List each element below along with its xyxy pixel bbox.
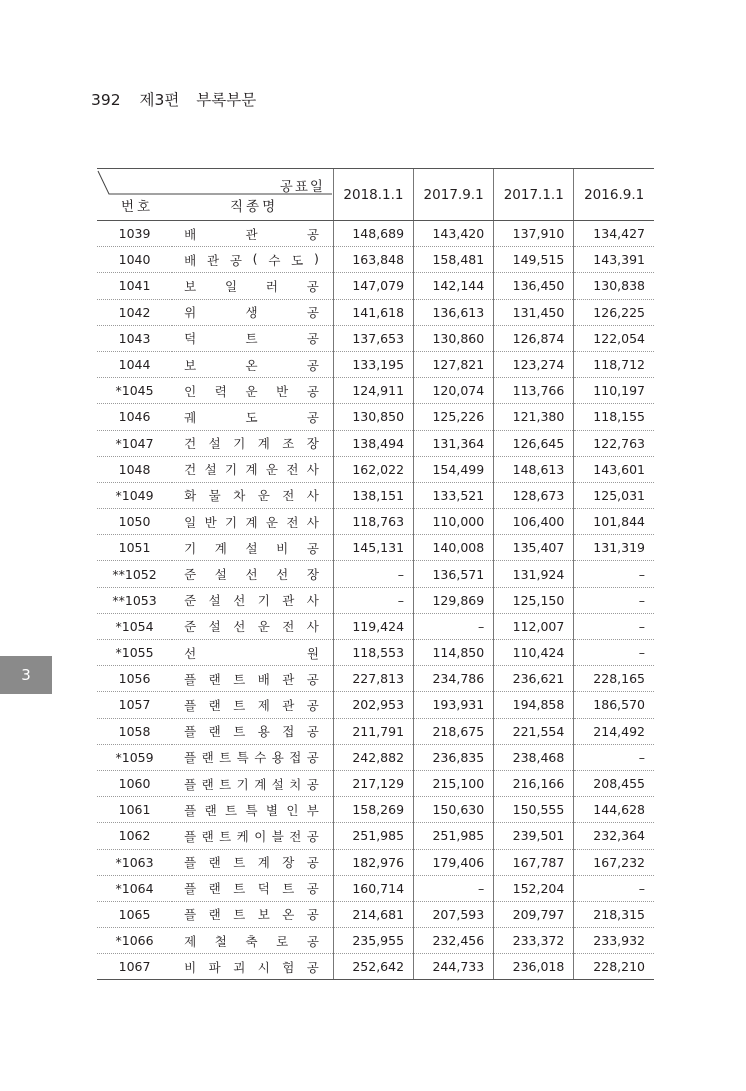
job-number-cell: *1063 <box>97 849 172 875</box>
job-number-cell: 1040 <box>97 247 172 273</box>
wage-value-cell: 234,786 <box>414 666 494 692</box>
job-number-cell: *1064 <box>97 875 172 901</box>
header-date-2: 2017.1.1 <box>494 169 574 221</box>
wage-value-cell: 130,850 <box>333 404 413 430</box>
chapter-side-tab-label: 3 <box>21 666 31 684</box>
wage-value-cell: 148,613 <box>494 456 574 482</box>
job-name-cell <box>172 770 333 796</box>
job-number-cell: 1051 <box>97 535 172 561</box>
job-number-cell: *1054 <box>97 613 172 639</box>
wage-value-cell: 160,714 <box>333 875 413 901</box>
job-name-cell <box>172 797 333 823</box>
wage-value-cell: – <box>574 613 654 639</box>
job-name: 궤 도 공 <box>184 409 319 425</box>
wage-value-cell: 145,131 <box>333 535 413 561</box>
job-name-cell <box>172 875 333 901</box>
wage-value-cell: 110,000 <box>414 509 494 535</box>
job-name: 준 설 선 선 장 <box>184 567 319 583</box>
wage-value-cell: 138,151 <box>333 482 413 508</box>
wage-value-cell: 202,953 <box>333 692 413 718</box>
wage-value-cell: 131,450 <box>494 299 574 325</box>
page-number: 392 <box>91 91 121 109</box>
table-row <box>97 273 654 299</box>
job-name-cell <box>172 247 333 273</box>
wage-value-cell: 218,315 <box>574 901 654 927</box>
table-row <box>97 849 654 875</box>
wage-value-cell: 147,079 <box>333 273 413 299</box>
job-name: 플 랜 트 계 장 공 <box>184 855 319 871</box>
wage-value-cell: 130,860 <box>414 325 494 351</box>
wage-value-cell: 149,515 <box>494 247 574 273</box>
job-name: 플 랜 트 배 관 공 <box>184 671 319 687</box>
wage-value-cell: 252,642 <box>333 954 413 980</box>
wage-value-cell: 244,733 <box>414 954 494 980</box>
wage-value-cell: 118,763 <box>333 509 413 535</box>
wage-value-cell: 126,645 <box>494 430 574 456</box>
wage-value-cell: 162,022 <box>333 456 413 482</box>
job-number-cell: 1050 <box>97 509 172 535</box>
wage-value-cell: 122,054 <box>574 325 654 351</box>
header-date-3: 2016.9.1 <box>574 169 654 221</box>
table-row <box>97 325 654 351</box>
wage-value-cell: 217,129 <box>333 770 413 796</box>
wage-value-cell: 143,420 <box>414 221 494 247</box>
wage-value-cell: 118,155 <box>574 404 654 430</box>
table-row <box>97 954 654 980</box>
wage-value-cell: 129,869 <box>414 587 494 613</box>
job-name-cell <box>172 273 333 299</box>
job-name-cell <box>172 744 333 770</box>
job-name: 플 랜 트 특 수 용 접 공 <box>184 750 319 766</box>
table-row <box>97 509 654 535</box>
wage-value-cell: 144,628 <box>574 797 654 823</box>
job-name-cell <box>172 692 333 718</box>
wage-value-cell: 131,319 <box>574 535 654 561</box>
job-name-cell <box>172 404 333 430</box>
job-name-cell <box>172 849 333 875</box>
wage-value-cell: 186,570 <box>574 692 654 718</box>
chapter-side-tab <box>0 656 52 694</box>
job-name: 보 일 러 공 <box>184 278 319 294</box>
wage-value-cell: 112,007 <box>494 613 574 639</box>
wage-value-cell: – <box>414 875 494 901</box>
wage-value-cell: 216,166 <box>494 770 574 796</box>
table-row <box>97 666 654 692</box>
job-name: 준 설 선 기 관 사 <box>184 593 319 609</box>
wage-value-cell: 221,554 <box>494 718 574 744</box>
wage-value-cell: 167,787 <box>494 849 574 875</box>
job-number-cell: 1048 <box>97 456 172 482</box>
wage-value-cell: 228,165 <box>574 666 654 692</box>
table-body <box>97 221 654 980</box>
wage-value-cell: 143,391 <box>574 247 654 273</box>
wage-value-cell: 127,821 <box>414 351 494 377</box>
wage-value-cell: 152,204 <box>494 875 574 901</box>
job-name-cell <box>172 901 333 927</box>
wage-value-cell: 136,571 <box>414 561 494 587</box>
wage-value-cell: 126,874 <box>494 325 574 351</box>
wage-value-cell: 135,407 <box>494 535 574 561</box>
wage-value-cell: 106,400 <box>494 509 574 535</box>
wage-value-cell: 110,197 <box>574 378 654 404</box>
wage-value-cell: 232,364 <box>574 823 654 849</box>
wage-value-cell: – <box>414 613 494 639</box>
wage-value-cell: 163,848 <box>333 247 413 273</box>
wage-value-cell: 251,985 <box>414 823 494 849</box>
job-name: 기 계 설 비 공 <box>184 540 319 556</box>
job-number-cell: 1057 <box>97 692 172 718</box>
wage-value-cell: 232,456 <box>414 928 494 954</box>
wage-value-cell: – <box>333 561 413 587</box>
wage-value-cell: 110,424 <box>494 640 574 666</box>
wage-value-cell: 238,468 <box>494 744 574 770</box>
table-row <box>97 299 654 325</box>
wage-value-cell: 123,274 <box>494 351 574 377</box>
wage-value-cell: 208,455 <box>574 770 654 796</box>
wage-value-cell: 121,380 <box>494 404 574 430</box>
wage-value-cell: 211,791 <box>333 718 413 744</box>
job-number-cell: *1055 <box>97 640 172 666</box>
table-row <box>97 430 654 456</box>
wage-value-cell: 236,621 <box>494 666 574 692</box>
job-name-cell <box>172 456 333 482</box>
wage-value-cell: – <box>574 561 654 587</box>
table-row <box>97 351 654 377</box>
job-number-cell: 1065 <box>97 901 172 927</box>
wage-value-cell: 142,144 <box>414 273 494 299</box>
wage-value-cell: – <box>574 587 654 613</box>
wage-value-cell: 134,427 <box>574 221 654 247</box>
job-name-cell <box>172 561 333 587</box>
job-name-cell <box>172 640 333 666</box>
job-number-cell: *1059 <box>97 744 172 770</box>
job-name: 건 설 기 계 조 장 <box>184 436 319 452</box>
wage-value-cell: 218,675 <box>414 718 494 744</box>
wage-value-cell: – <box>333 587 413 613</box>
wage-value-cell: 140,008 <box>414 535 494 561</box>
wage-value-cell: 207,593 <box>414 901 494 927</box>
wage-value-cell: 125,226 <box>414 404 494 430</box>
job-name: 플 랜 트 케 이 블 전 공 <box>184 828 319 844</box>
table-row <box>97 928 654 954</box>
job-name-cell <box>172 378 333 404</box>
job-name-cell <box>172 221 333 247</box>
section-title: 부록부문 <box>196 91 257 109</box>
job-name: 위 생 공 <box>184 305 319 321</box>
wage-value-cell: 179,406 <box>414 849 494 875</box>
table-row <box>97 823 654 849</box>
table-row <box>97 482 654 508</box>
wage-value-cell: 136,613 <box>414 299 494 325</box>
wage-value-cell: 137,910 <box>494 221 574 247</box>
wage-value-cell: 118,553 <box>333 640 413 666</box>
wage-value-cell: 131,364 <box>414 430 494 456</box>
job-name: 제 철 축 로 공 <box>184 933 319 949</box>
wage-value-cell: 227,813 <box>333 666 413 692</box>
job-number-cell: **1052 <box>97 561 172 587</box>
wage-value-cell: 125,031 <box>574 482 654 508</box>
wage-value-cell: 236,018 <box>494 954 574 980</box>
wage-value-cell: 167,232 <box>574 849 654 875</box>
wage-value-cell: 194,858 <box>494 692 574 718</box>
table-row <box>97 797 654 823</box>
wage-value-cell: 236,835 <box>414 744 494 770</box>
job-number-cell: 1058 <box>97 718 172 744</box>
job-number-cell: 1042 <box>97 299 172 325</box>
job-number-cell: *1049 <box>97 482 172 508</box>
job-name: 배 관 공 ( 수 도 ) <box>184 250 319 268</box>
wage-value-cell: 125,150 <box>494 587 574 613</box>
wage-value-cell: 251,985 <box>333 823 413 849</box>
job-number-cell: 1043 <box>97 325 172 351</box>
wage-value-cell: 141,618 <box>333 299 413 325</box>
job-name-cell <box>172 587 333 613</box>
job-number-cell: 1062 <box>97 823 172 849</box>
header-number-label: 번호 <box>121 199 154 215</box>
job-name-cell <box>172 430 333 456</box>
job-name: 비 파 괴 시 험 공 <box>184 959 319 975</box>
job-name: 플 랜 트 보 온 공 <box>184 907 319 923</box>
wage-value-cell: 148,689 <box>333 221 413 247</box>
wage-value-cell: 113,766 <box>494 378 574 404</box>
job-name: 인 력 운 반 공 <box>184 383 319 399</box>
job-name: 플 랜 트 특 별 인 부 <box>184 802 319 818</box>
job-name-cell <box>172 351 333 377</box>
job-name-cell <box>172 666 333 692</box>
job-number-cell: 1056 <box>97 666 172 692</box>
wage-value-cell: 138,494 <box>333 430 413 456</box>
wage-value-cell: 239,501 <box>494 823 574 849</box>
table-row <box>97 221 654 247</box>
job-number-cell: 1060 <box>97 770 172 796</box>
diagonal-header-cell <box>97 169 333 221</box>
page-header <box>91 88 256 110</box>
job-name: 플 랜 트 제 관 공 <box>184 697 319 713</box>
wage-value-cell: 133,521 <box>414 482 494 508</box>
wage-value-cell: 233,932 <box>574 928 654 954</box>
table-row <box>97 744 654 770</box>
job-name-cell <box>172 325 333 351</box>
header-date-label: 공표일 <box>279 179 325 195</box>
wage-value-cell: 130,838 <box>574 273 654 299</box>
wage-value-cell: 154,499 <box>414 456 494 482</box>
job-number-cell: 1061 <box>97 797 172 823</box>
wage-value-cell: – <box>574 875 654 901</box>
wage-value-cell: 119,424 <box>333 613 413 639</box>
job-number-cell: 1044 <box>97 351 172 377</box>
wage-value-cell: 235,955 <box>333 928 413 954</box>
wage-value-cell: 150,555 <box>494 797 574 823</box>
wage-value-cell: 228,210 <box>574 954 654 980</box>
job-name-cell <box>172 823 333 849</box>
table-row <box>97 535 654 561</box>
header-date-0: 2018.1.1 <box>333 169 413 221</box>
wage-value-cell: 101,844 <box>574 509 654 535</box>
job-name: 플 랜 트 기 계 설 치 공 <box>184 776 319 792</box>
job-number-cell: *1045 <box>97 378 172 404</box>
job-number-cell: 1046 <box>97 404 172 430</box>
wage-value-cell: 128,673 <box>494 482 574 508</box>
job-number-cell: 1041 <box>97 273 172 299</box>
wage-value-cell: 131,924 <box>494 561 574 587</box>
job-name-cell <box>172 954 333 980</box>
wage-value-cell: 126,225 <box>574 299 654 325</box>
table-row <box>97 561 654 587</box>
wage-value-cell: 143,601 <box>574 456 654 482</box>
job-name: 건 설 기 계 운 전 사 <box>184 462 319 478</box>
wage-value-cell: 233,372 <box>494 928 574 954</box>
wage-value-cell: – <box>574 744 654 770</box>
wage-value-cell: 182,976 <box>333 849 413 875</box>
part-title: 제3편 <box>139 91 180 109</box>
job-number-cell: *1047 <box>97 430 172 456</box>
table-row <box>97 875 654 901</box>
job-name-cell <box>172 718 333 744</box>
table-row <box>97 692 654 718</box>
job-number-cell: 1067 <box>97 954 172 980</box>
header-job-label: 직종명 <box>230 199 279 215</box>
job-name: 배 관 공 <box>184 226 319 242</box>
wage-value-cell: 150,630 <box>414 797 494 823</box>
wage-value-cell: 215,100 <box>414 770 494 796</box>
job-name-cell <box>172 928 333 954</box>
wage-value-cell: 122,763 <box>574 430 654 456</box>
job-name: 덕 트 공 <box>184 331 319 347</box>
table-row <box>97 901 654 927</box>
wage-value-cell: 114,850 <box>414 640 494 666</box>
table-row <box>97 587 654 613</box>
job-name: 플 랜 트 덕 트 공 <box>184 881 319 897</box>
wage-value-cell: 118,712 <box>574 351 654 377</box>
wage-value-cell: 158,481 <box>414 247 494 273</box>
wage-value-cell: 137,653 <box>333 325 413 351</box>
table-row <box>97 770 654 796</box>
job-name-cell <box>172 482 333 508</box>
wage-value-cell: 133,195 <box>333 351 413 377</box>
job-number-cell: *1066 <box>97 928 172 954</box>
wage-value-cell: – <box>574 640 654 666</box>
table-row <box>97 378 654 404</box>
table-row <box>97 613 654 639</box>
job-number-cell: **1053 <box>97 587 172 613</box>
wage-value-cell: 120,074 <box>414 378 494 404</box>
table-row <box>97 456 654 482</box>
table-row <box>97 640 654 666</box>
table-row <box>97 404 654 430</box>
header-date-1: 2017.9.1 <box>414 169 494 221</box>
job-name-cell <box>172 613 333 639</box>
table-row <box>97 247 654 273</box>
table-row <box>97 718 654 744</box>
job-name: 보 온 공 <box>184 357 319 373</box>
wage-value-cell: 209,797 <box>494 901 574 927</box>
job-name-cell <box>172 509 333 535</box>
job-name: 화 물 차 운 전 사 <box>184 488 319 504</box>
job-name: 준 설 선 운 전 사 <box>184 619 319 635</box>
job-name-cell <box>172 299 333 325</box>
wage-value-cell: 242,882 <box>333 744 413 770</box>
job-number-cell: 1039 <box>97 221 172 247</box>
job-name: 플 랜 트 용 접 공 <box>184 724 319 740</box>
wage-value-cell: 158,269 <box>333 797 413 823</box>
wage-value-cell: 124,911 <box>333 378 413 404</box>
wage-value-cell: 214,492 <box>574 718 654 744</box>
wage-value-cell: 136,450 <box>494 273 574 299</box>
table-header-row <box>97 169 654 221</box>
job-name-cell <box>172 535 333 561</box>
wage-value-cell: 193,931 <box>414 692 494 718</box>
wage-value-cell: 214,681 <box>333 901 413 927</box>
job-name: 일 반 기 계 운 전 사 <box>184 514 319 530</box>
wage-table <box>97 168 654 980</box>
job-name: 선 원 <box>184 645 319 661</box>
